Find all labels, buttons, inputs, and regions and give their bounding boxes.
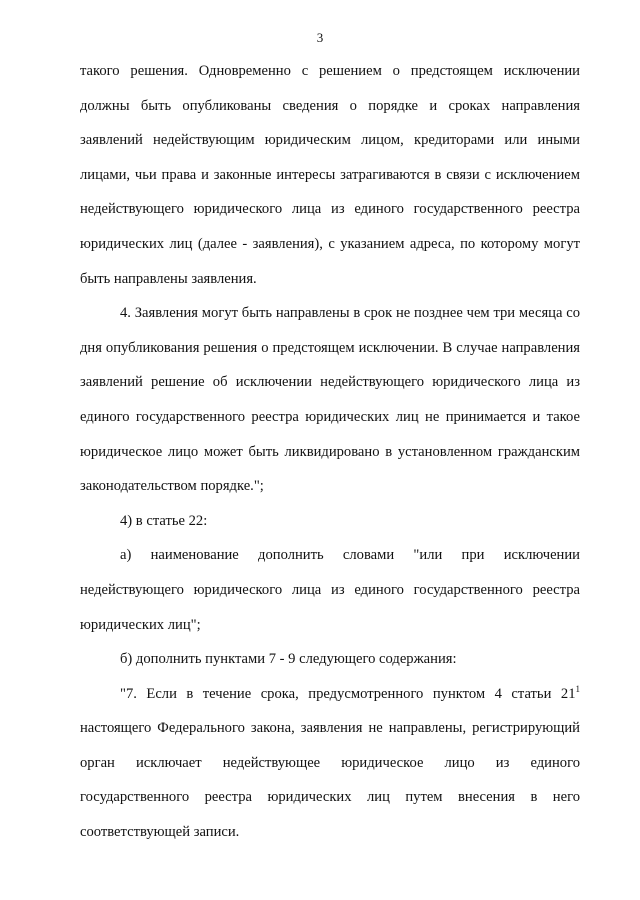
paragraph-item-7 [80, 677, 580, 850]
item-7-text-end: настоящего Федерального закона, заявления не направлены, регистрирующий орган исключает недействующее юридическое лицо из единого государственного реестра юридических лиц путем внесения в него соответствующей записи. [80, 720, 580, 841]
item-7-text-start: "7. Если в течение срока, предусмотренного пунктом 4 статьи 21 [120, 685, 576, 702]
page-number: 3 [316, 30, 324, 45]
paragraph-subitem-b: б) дополнить пунктами 7 - 9 следующего содержания: [120, 651, 457, 668]
body-text [80, 54, 580, 850]
paragraph-article-22: 4) в статье 22: [120, 512, 208, 529]
article-superscript: 1 [575, 683, 580, 694]
paragraph-continuation: такого решения. Одновременно с решением о предстоящем исключении должны быть опубликованы сведения о порядке и сроках направления заявлений недействующим юридическим лицом, кредиторами или иными лицами, чьи права и законные интересы затрагиваются в связи с исключением недействующего юридического лица из единого государственного реестра юридических лиц (далее - заявления), с указанием адреса, по которому могут быть направлены заявления. [80, 63, 580, 287]
paragraph-item-4: 4. Заявления могут быть направлены в срок не позднее чем три месяца со дня опубликования решения о предстоящем исключении. В случае направления заявлений решение об исключении недействующего юридического лица из единого государственного реестра юридических лиц не принимается и такое юридическое лицо может быть ликвидировано в установленном гражданским законодательством порядке."; [80, 305, 580, 495]
paragraph-subitem-a: а) наименование дополнить словами "или при исключении недействующего юридического лица из единого государственного реестра юридических лиц"; [80, 547, 580, 633]
